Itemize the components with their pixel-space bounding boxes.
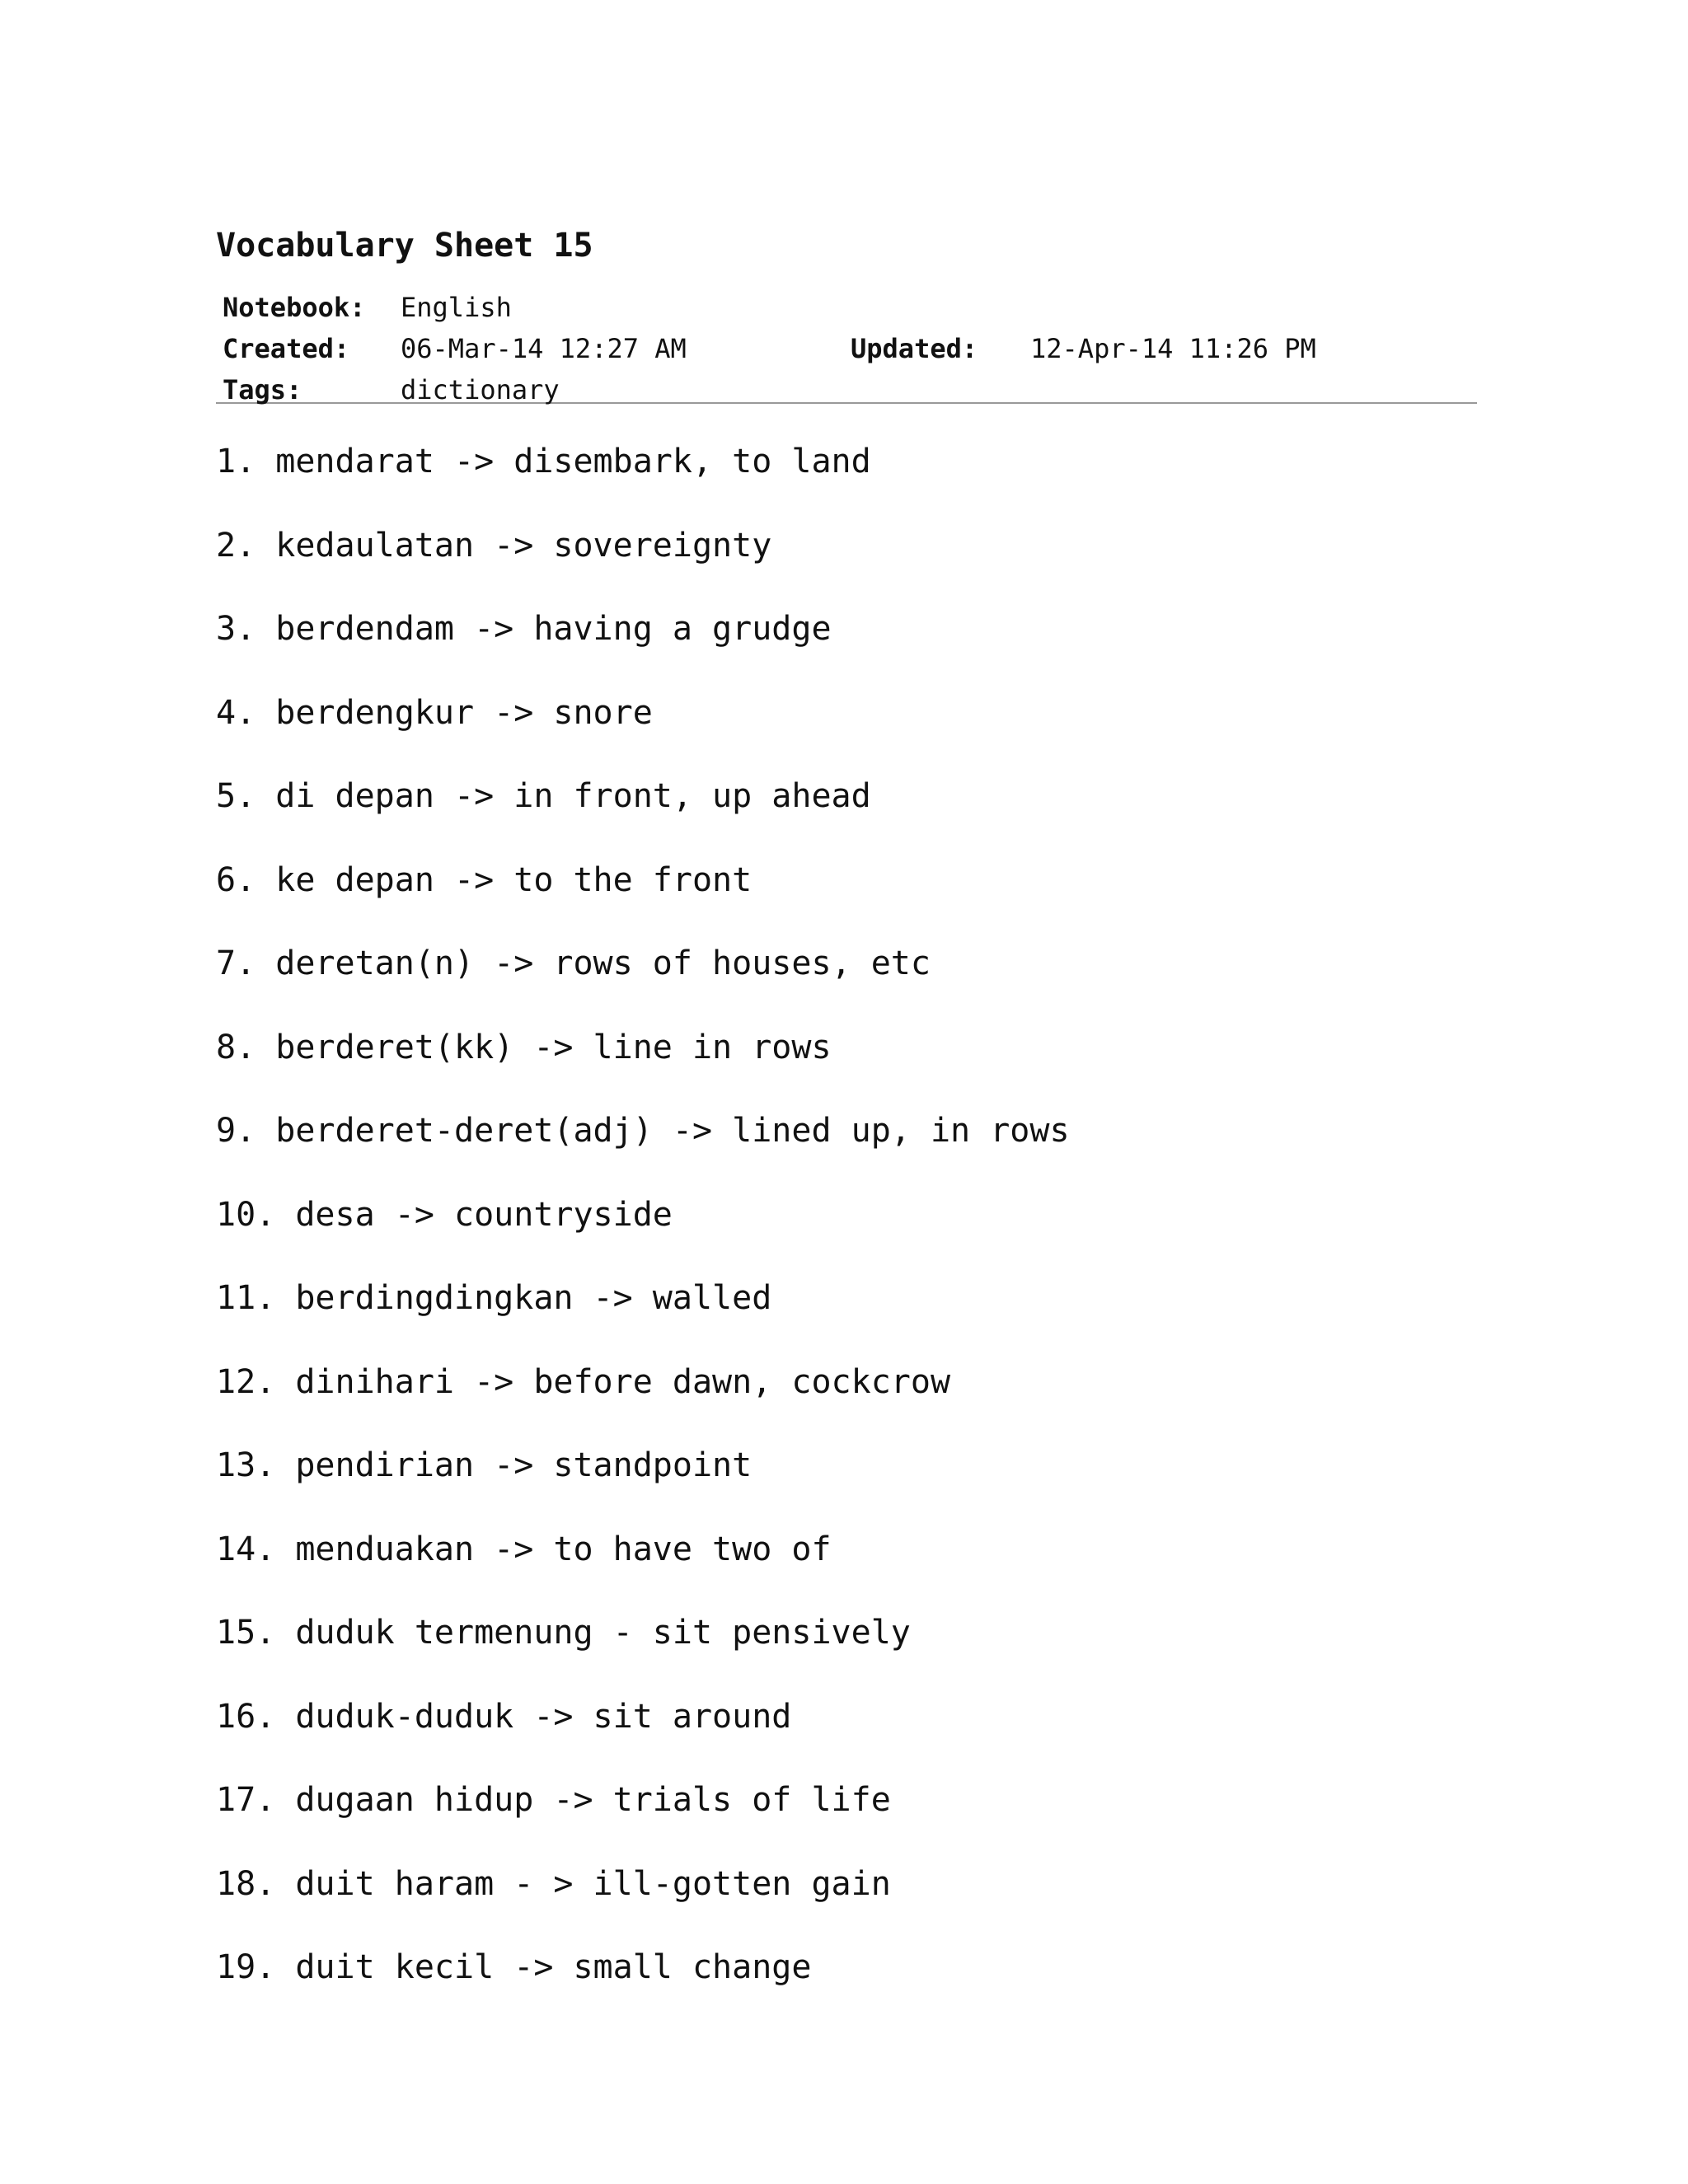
vocab-item: 4. berdengkur -> snore <box>216 693 653 732</box>
vocab-item: 2. kedaulatan -> sovereignty <box>216 526 772 565</box>
vocab-item: 3. berdendam -> having a grudge <box>216 610 832 648</box>
tag-dictionary[interactable]: dictionary <box>401 374 560 405</box>
vocab-item: 15. duduk termenung - sit pensively <box>216 1614 911 1652</box>
note-meta <box>216 287 1477 404</box>
vocab-item: 1. mendarat -> disembark, to land <box>216 443 871 480</box>
vocab-item: 19. duit kecil -> small change <box>216 1948 812 1986</box>
note-page <box>216 221 1477 2010</box>
vocab-item: 8. berderet(kk) -> line in rows <box>216 1028 832 1066</box>
vocab-item: 13. pendirian -> standpoint <box>216 1446 753 1484</box>
vocab-item: 10. desa -> countryside <box>216 1195 673 1234</box>
created-value: 06-Mar-14 12:27 AM <box>401 333 687 364</box>
notebook-label: Notebook: <box>223 292 366 323</box>
vocab-item: 11. berdingdingkan -> walled <box>216 1279 772 1317</box>
vocab-item: 7. deretan(n) -> rows of houses, etc <box>216 944 931 982</box>
vocab-item: 18. duit haram - > ill-gotten gain <box>216 1864 891 1903</box>
vocab-item: 12. dinihari -> before dawn, cockcrow <box>216 1362 951 1401</box>
tags-label: Tags: <box>223 374 302 405</box>
vocab-item: 5. di depan -> in front, up ahead <box>216 777 871 815</box>
vocab-item: 9. berderet-deret(adj) -> lined up, in rows <box>216 1112 1070 1150</box>
vocab-list <box>216 420 1477 2010</box>
vocab-item: 16. duduk-duduk -> sit around <box>216 1697 792 1736</box>
notebook-value[interactable]: English <box>401 292 512 323</box>
vocab-item: 14. menduakan -> to have two of <box>216 1530 832 1568</box>
updated-value: 12-Apr-14 11:26 PM <box>1030 333 1316 364</box>
created-label: Created: <box>223 333 350 364</box>
updated-label: Updated: <box>851 333 978 364</box>
vocab-item: 17. dugaan hidup -> trials of life <box>216 1781 891 1819</box>
note-title: Vocabulary Sheet 15 <box>216 227 593 265</box>
vocab-item: 6. ke depan -> to the front <box>216 860 753 899</box>
